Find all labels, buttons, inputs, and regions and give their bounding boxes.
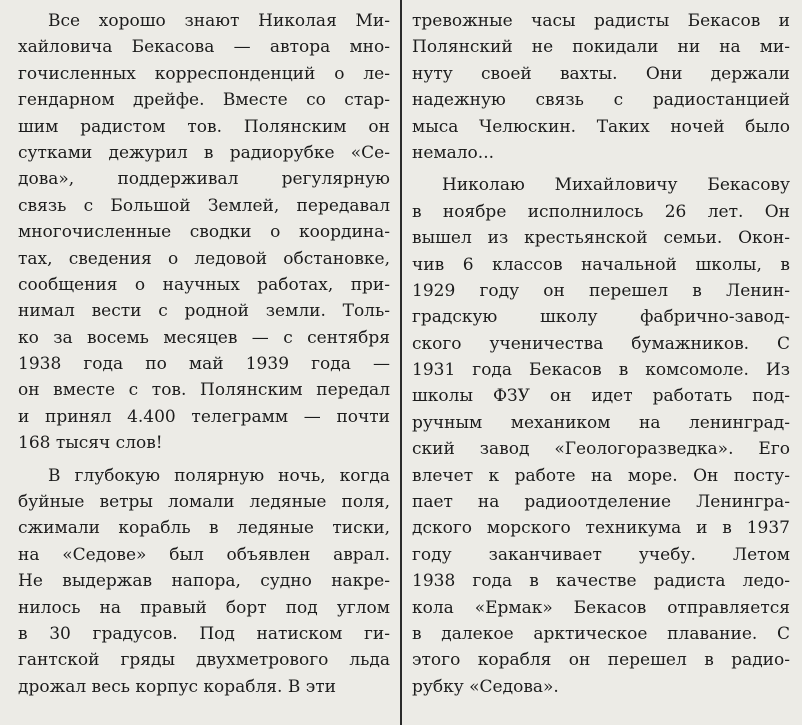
text-line: гочисленных корреспонденций о ле- — [18, 63, 390, 84]
text-line: Николаю Михайловичу Бекасову — [442, 175, 790, 196]
text-line: буйные ветры ломали ледяные поля, — [18, 492, 390, 513]
column-divider — [400, 0, 402, 725]
text-line: Все хорошо знают Николая Ми- — [48, 11, 390, 31]
text-line: на «Седове» был объявлен аврал. — [18, 544, 390, 565]
text-line: он вместе с тов. Полянским передал — [18, 380, 390, 401]
text-line: тревожные часы радисты Бекасов и — [412, 11, 790, 31]
text-line: шим радистом тов. Полянским он — [18, 116, 390, 137]
text-line: многочисленные сводки о координа- — [18, 222, 390, 243]
text-line: в ноябре исполнилось 26 лет. Он — [412, 201, 790, 222]
text-line: хайловича Бекасова — автора мно- — [18, 37, 390, 58]
text-line: дрожал весь корпус корабля. В эти — [18, 676, 336, 697]
paragraph — [412, 172, 790, 700]
text-line: немало... — [412, 142, 494, 163]
paragraph — [412, 8, 790, 166]
text-line: 1931 года Бекасов в комсомоле. Из — [412, 360, 790, 381]
text-line: тах, сведения о ледовой обстановке, — [18, 248, 390, 269]
text-line: 168 тысяч слов! — [18, 433, 163, 454]
text-line: надежную связь с радиостанцией — [412, 90, 790, 111]
text-line: нилось на правый борт под углом — [18, 597, 390, 618]
text-line: нуту своей вахты. Они держали — [412, 63, 790, 84]
text-line: градскую школу фабрично-завод- — [412, 307, 790, 328]
text-line: в 30 градусов. Под натиском ги- — [18, 623, 390, 644]
text-line: нимал вести с родной земли. Толь- — [18, 301, 390, 322]
text-line: влечет к работе на море. Он посту- — [412, 465, 790, 486]
text-line: ручным механиком на ленинград- — [412, 412, 790, 433]
text-line: гантской гряды двухметрового льда — [18, 650, 390, 671]
text-line: мыса Челюскин. Таких ночей было — [412, 116, 790, 137]
text-line: 1938 года в качестве радиста ледо- — [412, 571, 790, 592]
text-line: в далекое арктическое плавание. С — [412, 623, 790, 644]
text-line: Полянский не покидали ни на ми- — [412, 37, 790, 58]
text-line: школы ФЗУ он идет работать под- — [412, 386, 790, 407]
text-line: этого корабля он перешел в радио- — [412, 650, 790, 671]
paragraph — [18, 463, 390, 701]
text-line: ского ученичества бумажников. С — [412, 333, 790, 354]
text-line: пает на радиоотделение Ленингра- — [412, 492, 790, 513]
right-column — [412, 8, 790, 700]
text-line: ко за восемь месяцев — с сентября — [18, 327, 390, 348]
text-line: сутками дежурил в радиорубке «Се- — [18, 142, 390, 163]
text-line: рубку «Седова». — [412, 676, 559, 697]
text-line: Не выдержав напора, судно накре- — [18, 571, 390, 592]
text-line: дова», поддерживал регулярную — [18, 169, 390, 190]
text-line: гендарном дрейфе. Вместе со стар- — [18, 90, 390, 111]
text-line: году заканчивает учебу. Летом — [412, 544, 790, 565]
text-line: сжимали корабль в ледяные тиски, — [18, 518, 390, 539]
text-line: и принял 4.400 телеграмм — почти — [18, 406, 390, 427]
paragraph — [18, 8, 390, 457]
text-line: ский завод «Геологоразведка». Его — [412, 439, 790, 460]
text-line: В глубокую полярную ночь, когда — [48, 465, 390, 486]
text-line: чив 6 классов начальной школы, в — [412, 254, 790, 275]
text-line: вышел из крестьянской семьи. Окон- — [412, 228, 790, 249]
text-line: дского морского техникума и в 1937 — [412, 518, 790, 539]
left-column — [18, 8, 390, 700]
text-line: 1938 года по май 1939 года — — [18, 354, 390, 375]
text-line: сообщения о научных работах, при- — [18, 274, 390, 295]
text-line: 1929 году он перешел в Ленин- — [412, 280, 790, 301]
text-line: связь с Большой Землей, передавал — [18, 195, 390, 216]
text-line: кола «Ермак» Бекасов отправляется — [412, 597, 790, 618]
